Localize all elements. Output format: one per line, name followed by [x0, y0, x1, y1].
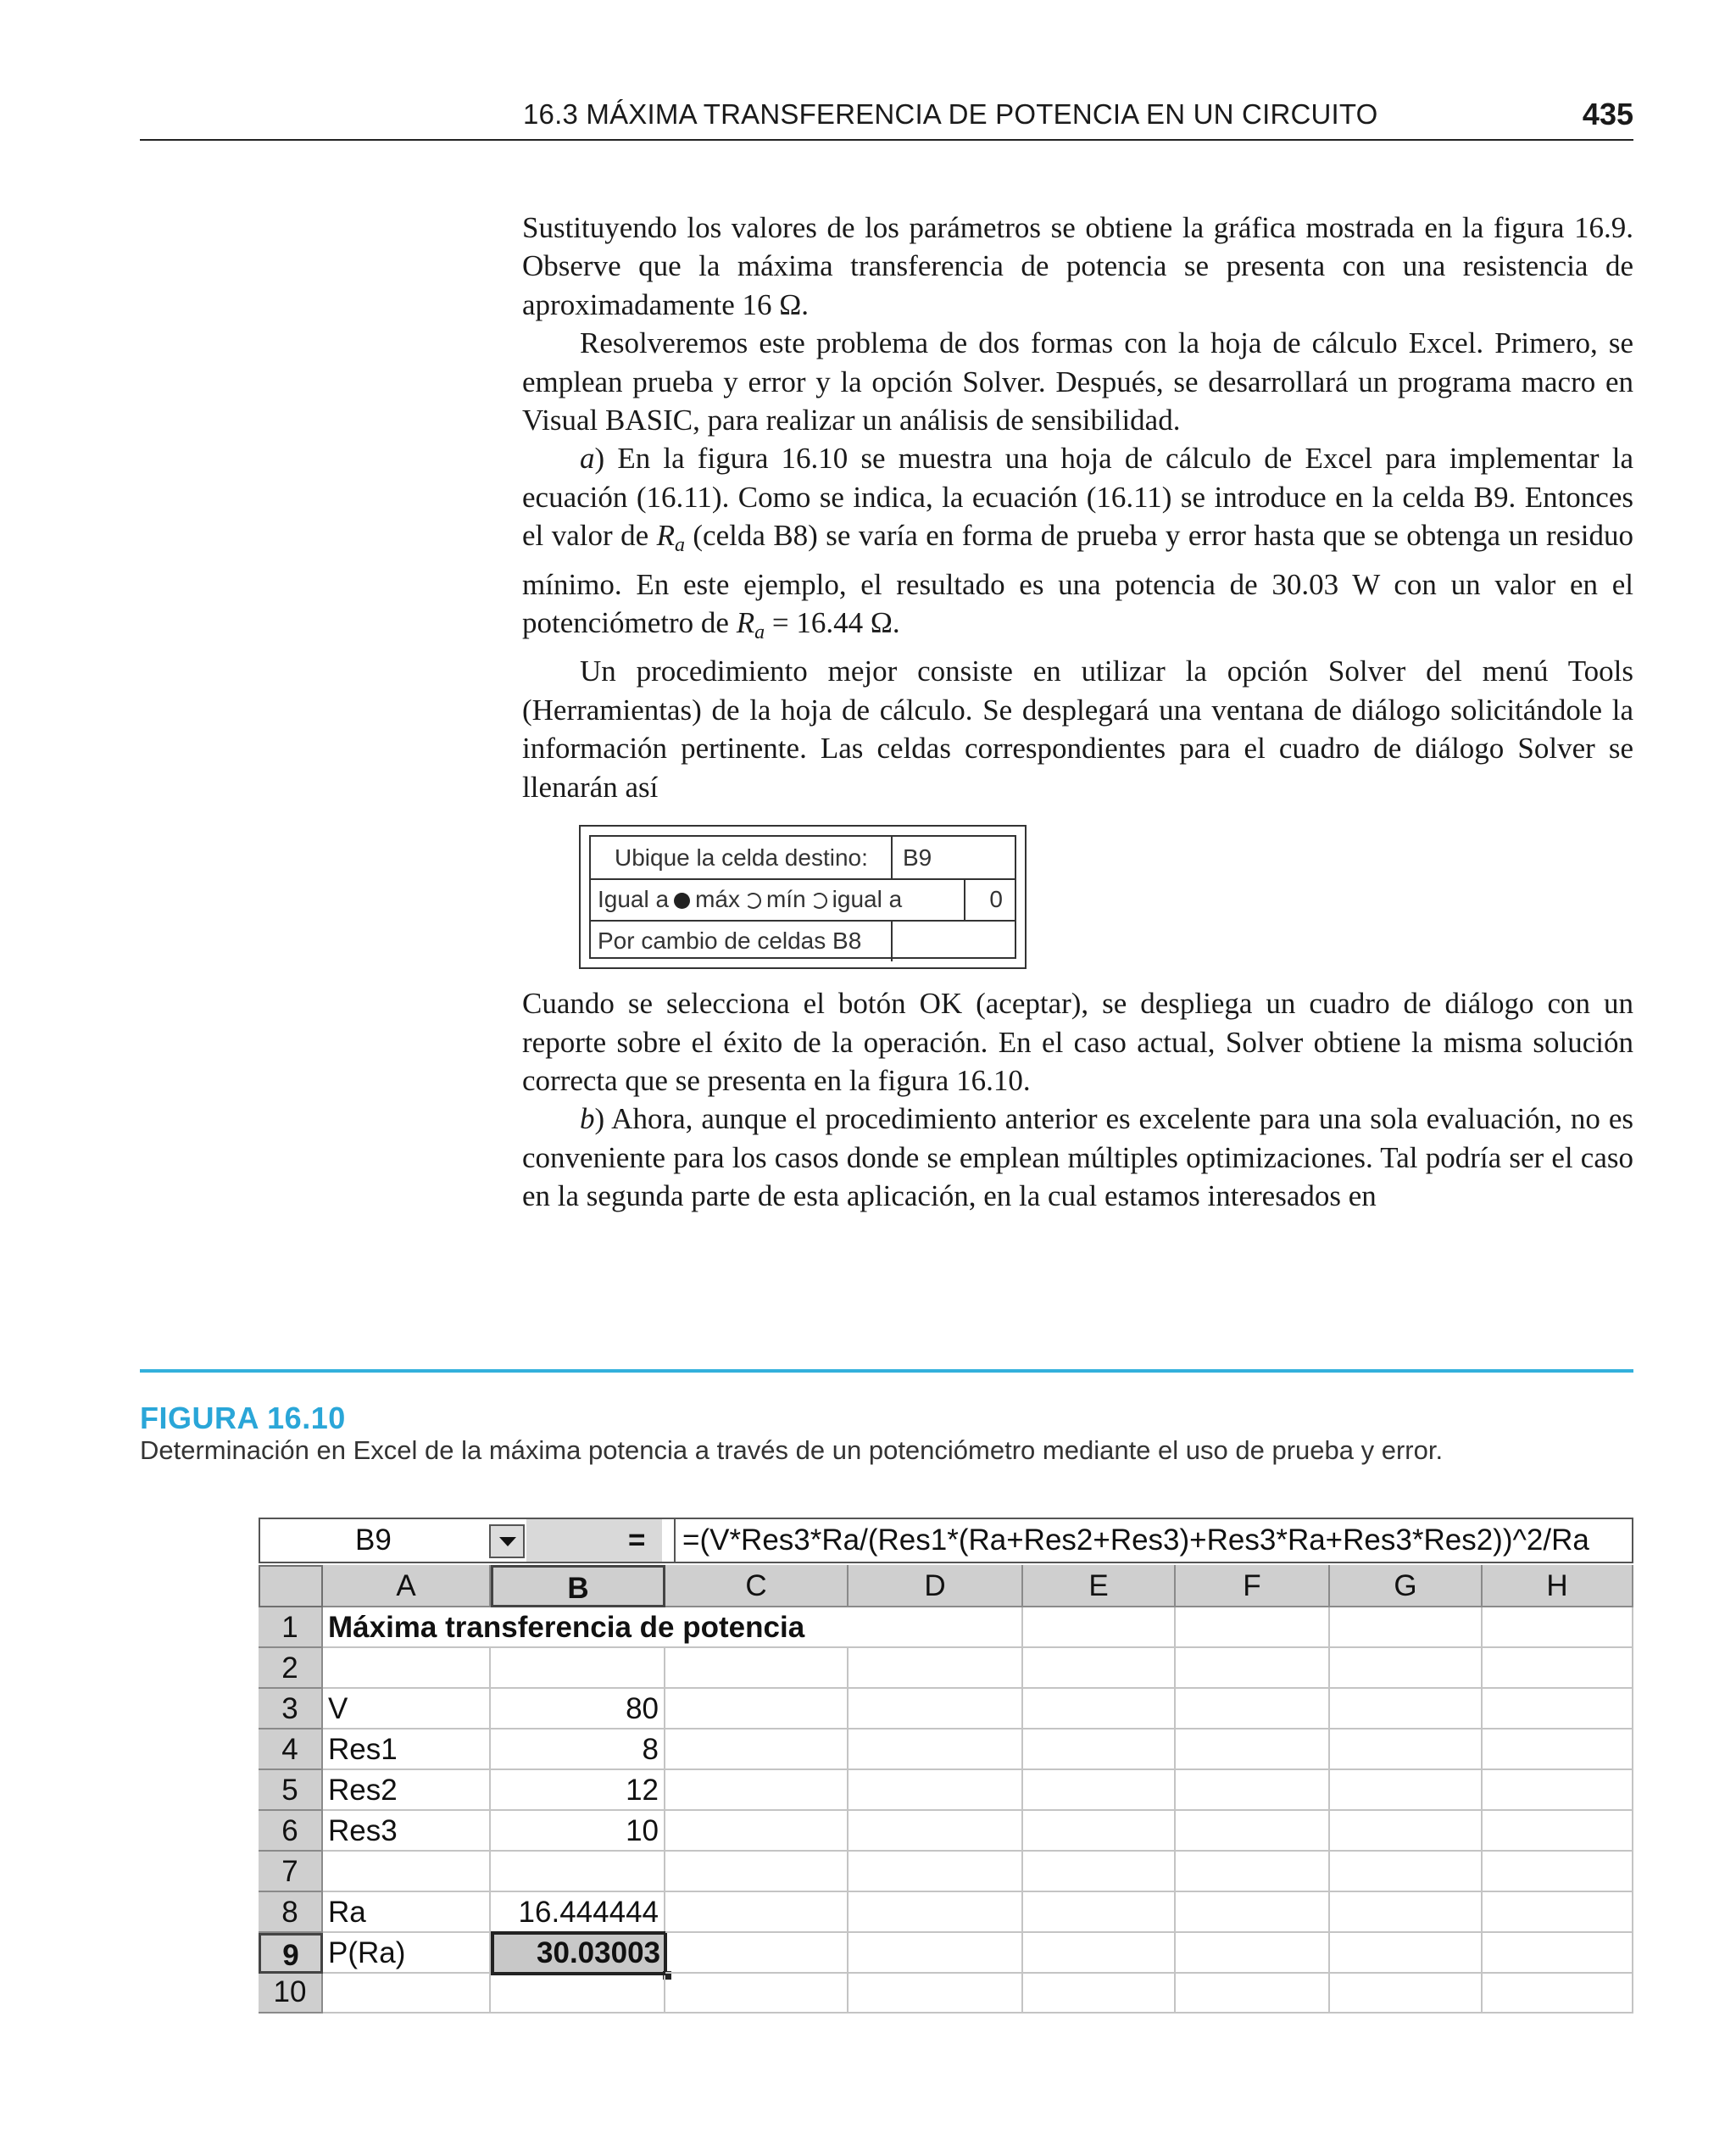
cell-d3[interactable]	[849, 1689, 1023, 1729]
name-box-dropdown-icon[interactable]	[489, 1524, 525, 1558]
target-cell-label: Ubique la celda destino:	[615, 844, 868, 871]
cell-b10[interactable]	[491, 1975, 665, 2014]
column-header-b[interactable]: B	[491, 1565, 665, 1607]
cell-f9[interactable]	[1176, 1933, 1330, 1974]
cell-g2[interactable]	[1330, 1648, 1483, 1689]
formula-bar	[259, 1518, 1633, 1563]
cell-d8[interactable]	[849, 1892, 1023, 1933]
cell-d7[interactable]	[849, 1852, 1023, 1892]
subscript-a: a	[674, 534, 685, 557]
paragraph-3	[522, 439, 1633, 652]
cell-h10[interactable]	[1483, 1974, 1633, 2014]
cell-b7[interactable]	[491, 1852, 665, 1892]
solver-row-equal	[591, 878, 1015, 922]
equal-label: Igual a	[598, 886, 670, 912]
paragraph-3-part-2: (celda B8) se varía en forma de prueba y error hasta que se obtenga un residuo mínimo. En este ejemplo, el resultado es una potencia de 30.03 W con un valor en el potenciómetro de	[522, 519, 1633, 640]
cell-c8[interactable]	[665, 1892, 849, 1933]
cell-d9[interactable]	[849, 1933, 1023, 1974]
excel-spreadsheet	[259, 1518, 1633, 2014]
cell-f1[interactable]	[1176, 1607, 1330, 1648]
figure-rule	[140, 1369, 1633, 1373]
paragraph-6	[522, 1100, 1633, 1215]
body-text	[522, 209, 1633, 1216]
cell-g5[interactable]	[1330, 1770, 1483, 1811]
radio-value-icon[interactable]	[811, 893, 827, 909]
select-all-corner[interactable]	[259, 1565, 323, 1607]
cell-c6[interactable]	[665, 1811, 849, 1852]
cell-e1[interactable]	[1023, 1607, 1176, 1648]
figure-caption: Determinación en Excel de la máxima potencia a través de un potenciómetro mediante el uso de prueba y error.	[140, 1435, 1444, 1465]
cell-d10[interactable]	[849, 1974, 1023, 2014]
cell-f7[interactable]	[1176, 1852, 1330, 1892]
paragraph-4: Un procedimiento mejor consiste en utilizar la opción Solver del menú Tools (Herramientas) de la hoja de cálculo. Se desplegará una ventana de diálogo solicitándole la información pertinente. Las celdas correspondientes para el cuadro de diálogo Solver se llenarán así	[522, 654, 1633, 804]
row-header-4[interactable]: 4	[259, 1729, 323, 1770]
row-header-2[interactable]: 2	[259, 1648, 323, 1689]
cell-e7[interactable]	[1023, 1852, 1176, 1892]
cell-d5[interactable]	[849, 1770, 1023, 1811]
paragraph-2: Resolveremos este problema de dos formas con la hoja de cálculo Excel. Primero, se emplean prueba y error y la opción Solver. Después, se desarrollará un programa macro en Visual BASIC, para realizar un análisis de sensibilidad.	[522, 326, 1633, 437]
cell-b8[interactable]: 16.444444	[491, 1892, 665, 1933]
cell-g3[interactable]	[1330, 1689, 1483, 1729]
changing-cells-label: Por cambio de celdas	[598, 927, 826, 954]
formula-input[interactable]: =(V*Res3*Ra/(Res1*(Ra+Res2+Res3)+Res3*Ra+Res3*Res2))^2/Ra	[674, 1519, 1589, 1562]
cell-a5[interactable]: Res2	[323, 1770, 491, 1811]
solver-dialog-box	[579, 825, 1027, 969]
section-title: 16.3 MÁXIMA TRANSFERENCIA DE POTENCIA EN UN CIRCUITO	[523, 98, 1378, 130]
column-header-e[interactable]: E	[1023, 1565, 1176, 1607]
cell-h1[interactable]	[1483, 1607, 1633, 1648]
cell-a10[interactable]	[323, 1974, 491, 2014]
solver-divider	[891, 920, 893, 961]
cell-a6[interactable]: Res3	[323, 1811, 491, 1852]
cell-f2[interactable]	[1176, 1648, 1330, 1689]
cell-grid	[259, 1565, 1633, 2014]
column-header-c[interactable]: C	[665, 1565, 849, 1607]
row-header-7[interactable]: 7	[259, 1852, 323, 1892]
cell-b3[interactable]: 80	[491, 1689, 665, 1729]
row-header-1[interactable]: 1	[259, 1607, 323, 1648]
cell-e2[interactable]	[1023, 1648, 1176, 1689]
changing-cells	[598, 920, 861, 961]
cell-g1[interactable]	[1330, 1607, 1483, 1648]
subscript-a-2: a	[754, 621, 765, 644]
cell-h6[interactable]	[1483, 1811, 1633, 1852]
cell-b6[interactable]: 10	[491, 1811, 665, 1852]
cell-d4[interactable]	[849, 1729, 1023, 1770]
option-value: igual a	[832, 886, 903, 912]
solver-table	[589, 835, 1016, 959]
paragraph-3-part-3: = 16.44 Ω.	[765, 606, 900, 640]
running-header	[140, 95, 1633, 141]
cell-g6[interactable]	[1330, 1811, 1483, 1852]
cell-d1[interactable]	[849, 1607, 1023, 1648]
cell-f3[interactable]	[1176, 1689, 1330, 1729]
cell-a8[interactable]: Ra	[323, 1892, 491, 1933]
paragraph-3-part-1: ) En la figura 16.10 se muestra una hoja de cálculo de Excel para implementar la ecuación (16.11). Como se indica, la ecuación (16.11) se introduce en la celda B9. Entonces el valor de	[522, 442, 1633, 553]
row-header-10[interactable]: 10	[259, 1974, 323, 2014]
equal-options	[598, 878, 902, 920]
cell-h4[interactable]	[1483, 1729, 1633, 1770]
cell-d6[interactable]	[849, 1811, 1023, 1852]
cell-c3[interactable]	[665, 1689, 849, 1729]
cell-b1[interactable]	[491, 1607, 665, 1648]
row-header-3[interactable]: 3	[259, 1689, 323, 1729]
solver-row-changing	[591, 920, 1015, 961]
column-header-d[interactable]: D	[849, 1565, 1023, 1607]
cell-c9[interactable]	[665, 1933, 849, 1974]
cell-f6[interactable]	[1176, 1811, 1330, 1852]
name-box[interactable]: B9	[355, 1523, 392, 1557]
variable-r: R	[656, 519, 675, 553]
column-header-f[interactable]: F	[1176, 1565, 1330, 1607]
cell-e3[interactable]	[1023, 1689, 1176, 1729]
cell-d2[interactable]	[849, 1648, 1023, 1689]
radio-max-selected-icon[interactable]	[674, 893, 690, 909]
changing-cells-value: B8	[832, 927, 862, 954]
cell-e6[interactable]	[1023, 1811, 1176, 1852]
cell-h9[interactable]	[1483, 1933, 1633, 1974]
cell-a7[interactable]	[323, 1852, 491, 1892]
cell-a2[interactable]	[323, 1648, 491, 1689]
cell-f4[interactable]	[1176, 1729, 1330, 1770]
cell-g9[interactable]	[1330, 1933, 1483, 1974]
cell-c2[interactable]	[665, 1648, 849, 1689]
cell-a4[interactable]: Res1	[323, 1729, 491, 1770]
cell-h2[interactable]	[1483, 1648, 1633, 1689]
cell-h5[interactable]	[1483, 1770, 1633, 1811]
cell-h3[interactable]	[1483, 1689, 1633, 1729]
cell-g8[interactable]	[1330, 1892, 1483, 1933]
equal-value: 0	[989, 886, 1003, 912]
cell-f10[interactable]	[1176, 1974, 1330, 2014]
cell-a1-title[interactable]: Máxima transferencia de potencia	[323, 1607, 491, 1648]
cell-c1[interactable]	[665, 1607, 849, 1648]
cell-f5[interactable]	[1176, 1770, 1330, 1811]
cell-b5[interactable]: 12	[491, 1770, 665, 1811]
cell-h8[interactable]	[1483, 1892, 1633, 1933]
cell-h7[interactable]	[1483, 1852, 1633, 1892]
solver-row-target	[591, 837, 1015, 880]
cell-b2[interactable]	[491, 1648, 665, 1689]
column-header-a[interactable]: A	[323, 1565, 491, 1607]
cell-c4[interactable]	[665, 1729, 849, 1770]
cell-e4[interactable]	[1023, 1729, 1176, 1770]
paragraph-5: Cuando se selecciona el botón OK (aceptar), se despliega un cuadro de diálogo con un reporte sobre el éxito de la operación. En el caso actual, Solver obtiene la misma solución correcta que se presenta en la figura 16.10.	[522, 987, 1633, 1097]
paragraph-1: Sustituyendo los valores de los parámetros se obtiene la gráfica mostrada en la figura 16.9. Observe que la máxima transferencia de potencia se presenta con una resistencia de aproximadamente 16 Ω.	[522, 211, 1633, 321]
cell-c5[interactable]	[665, 1770, 849, 1811]
solver-divider	[891, 837, 893, 878]
cell-e5[interactable]	[1023, 1770, 1176, 1811]
page-number: 435	[1582, 97, 1633, 131]
cell-g4[interactable]	[1330, 1729, 1483, 1770]
cell-f8[interactable]	[1176, 1892, 1330, 1933]
row-header-9[interactable]: 9	[259, 1933, 323, 1974]
paragraph-6-text: ) Ahora, aunque el procedimiento anterior es excelente para una sola evaluación, no es conveniente para los casos donde se emplean múltiples optimizaciones. Tal podría ser el caso en la segunda parte de esta aplicación, en la cual estamos interesados en	[522, 1102, 1633, 1213]
figure-label: FIGURA 16.10	[140, 1401, 346, 1435]
target-cell-value: B9	[903, 844, 932, 871]
cell-c10[interactable]	[665, 1974, 849, 2014]
formula-equals[interactable]: =	[628, 1523, 646, 1557]
radio-min-icon[interactable]	[745, 893, 761, 909]
solver-divider	[964, 878, 965, 920]
variable-r-2: R	[736, 606, 755, 640]
cell-e8[interactable]	[1023, 1892, 1176, 1933]
item-letter-a: a	[580, 442, 595, 476]
cell-g7[interactable]	[1330, 1852, 1483, 1892]
row-header-8[interactable]: 8	[259, 1892, 323, 1933]
column-header-g[interactable]: G	[1330, 1565, 1483, 1607]
cell-a9[interactable]: P(Ra)	[323, 1933, 491, 1974]
item-letter-b: b	[580, 1102, 595, 1136]
row-header-6[interactable]: 6	[259, 1811, 323, 1852]
cell-c7[interactable]	[665, 1852, 849, 1892]
cell-e9[interactable]	[1023, 1933, 1176, 1974]
cell-e10[interactable]	[1023, 1974, 1176, 2014]
cell-a3[interactable]: V	[323, 1689, 491, 1729]
cell-b4[interactable]: 8	[491, 1729, 665, 1770]
cell-g10[interactable]	[1330, 1974, 1483, 2014]
row-header-5[interactable]: 5	[259, 1770, 323, 1811]
option-min: mín	[765, 886, 806, 912]
cell-b9-selected[interactable]: 30.03003	[491, 1931, 667, 1975]
option-max: máx	[695, 886, 740, 912]
column-header-h[interactable]: H	[1483, 1565, 1633, 1607]
